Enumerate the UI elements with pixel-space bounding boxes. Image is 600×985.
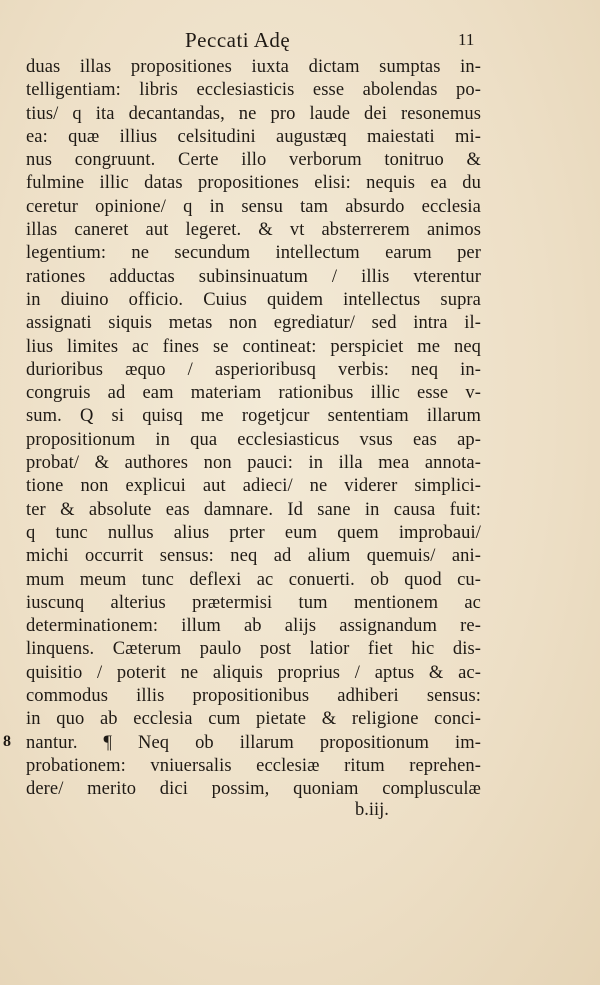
- text-line: probat/ & authores non pauci: in illa mea annota-: [26, 453, 481, 474]
- text-line: iuscunq alterius prætermisi tum mentionem ac: [26, 592, 481, 613]
- running-title: Peccati Adę: [185, 28, 291, 52]
- text-line: quisitio / poterit ne aliquis proprius / aptus & ac-: [26, 662, 481, 683]
- signature-mark: b.iij.: [355, 800, 389, 820]
- text-line: congruis ad eam materiam rationibus illic esse v-: [26, 383, 481, 404]
- text-line: michi occurrit sensus: neq ad alium quemuis/ ani-: [26, 546, 481, 567]
- text-line: nus congruunt. Certe illo verborum tonitruo &: [26, 150, 481, 171]
- text-line: in diuino officio. Cuius quidem intellectus supra: [26, 289, 481, 310]
- text-line: probationem: vniuersalis ecclesiæ ritum reprehen-: [26, 755, 481, 776]
- text-line: q tunc nullus alius prter eum quem improbaui/: [26, 522, 481, 543]
- text-line: in quo ab ecclesia cum pietate & religione conci-: [26, 709, 481, 730]
- text-line: assignati siquis metas non egrediatur/ sed intra il-: [26, 313, 481, 334]
- text-line: determinationem: illum ab alijs assignandum re-: [26, 616, 481, 637]
- text-block: [26, 56, 481, 802]
- text-line: rationes adductas subinsinuatum / illis vterentur: [26, 266, 481, 287]
- text-line: duas illas propositiones iuxta dictam sumptas in-: [26, 57, 481, 77]
- text-line: mum meum tunc deflexi ac conuerti. ob quod cu-: [26, 569, 481, 590]
- text-line: nantur. ¶ Neq ob illarum propositionum im-: [26, 732, 481, 753]
- text-line: tius/ q ita decantandas, ne pro laude dei resonemus: [26, 103, 481, 124]
- page-header: [0, 28, 600, 52]
- text-line: commodus illis propositionibus adhiberi sensus:: [26, 686, 481, 707]
- folio-number: 11: [458, 30, 475, 49]
- text-line: legentium: ne secundum intellectum earum per: [26, 243, 481, 264]
- text-line: ter & absolute eas damnare. Id sane in causa fuit:: [26, 499, 481, 520]
- text-line: lius limites ac fines se contineat: perspiciet me neq: [26, 336, 481, 357]
- text-line: ea: quæ illius celsitudini augustæq maiestati mi-: [26, 126, 481, 147]
- text-line: illas caneret aut legeret. & vt absterrerem animos: [26, 220, 481, 241]
- text-line: ceretur opinione/ q in sensu tam absurdo ecclesia: [26, 196, 481, 217]
- text-line: telligentiam: libris ecclesiasticis esse abolendas po-: [26, 80, 481, 101]
- text-line: linquens. Cæterum paulo post latior fiet hic dis-: [26, 639, 481, 660]
- text-line: durioribus æquo / asperioribusq verbis: neq in-: [26, 359, 481, 380]
- text-line: fulmine illic datas propositiones elisi: nequis ea du: [26, 173, 481, 194]
- text-line: tione non explicui aut adieci/ ne viderer simplici-: [26, 476, 481, 497]
- text-line: propositionum in qua ecclesiasticus vsus eas ap-: [26, 429, 481, 450]
- margin-note: 8: [3, 733, 11, 750]
- text-line: sum. Q si quisq me rogetjcur sententiam illarum: [26, 406, 481, 427]
- text-line: dere/ merito dici possim, quoniam complusculæ: [26, 779, 481, 800]
